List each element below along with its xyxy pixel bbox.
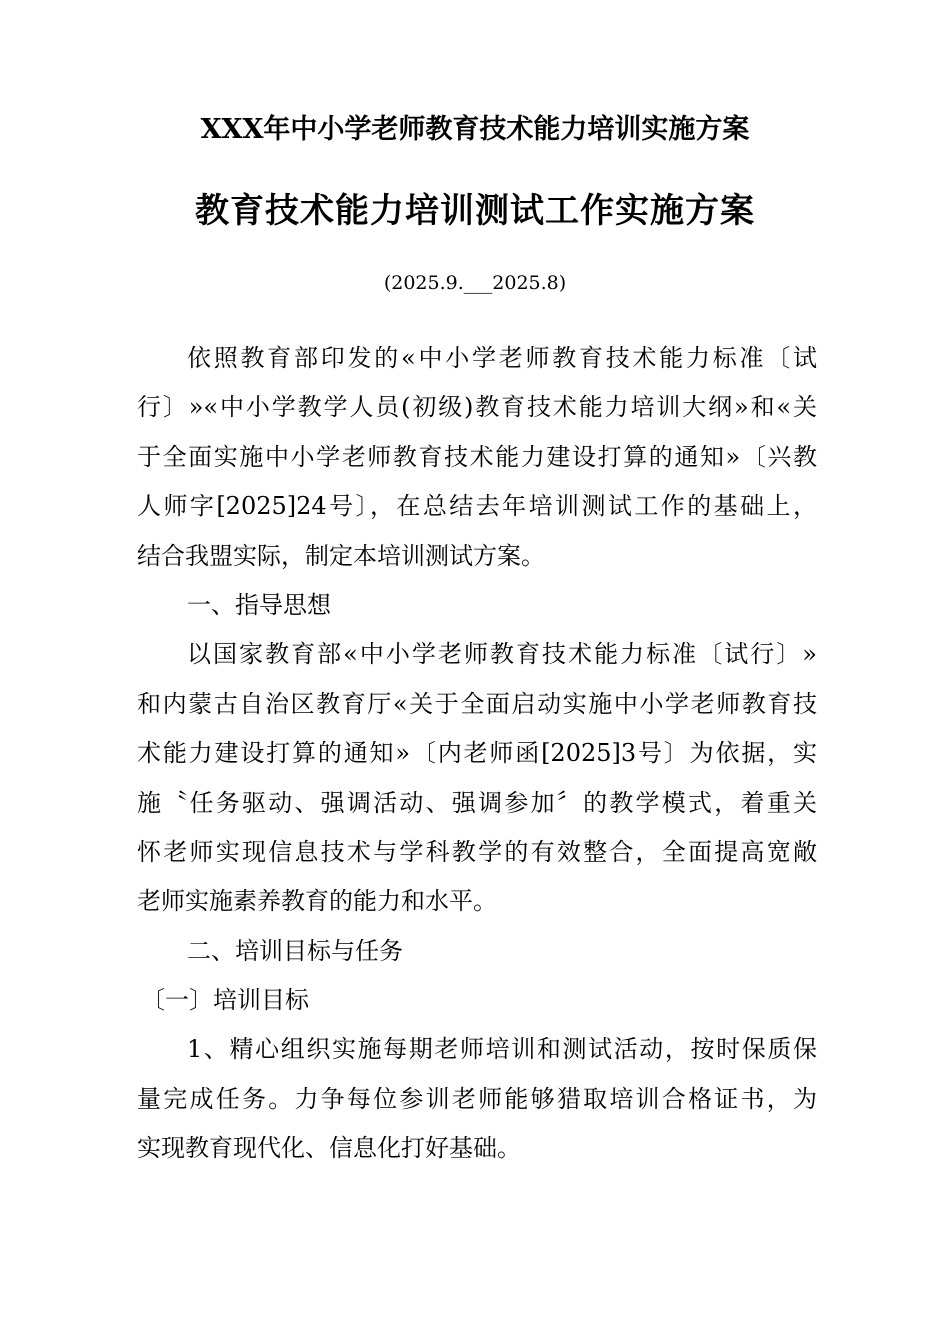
paragraph-line: 实现教育现代化、信息化打好基础。 [137,1134,521,1163]
paragraph-line: 老师实施素养教育的能力和水平。 [137,887,497,916]
paragraph-line: 1、精心组织实施每期老师培训和测试活动，按时保质保 [187,1035,817,1064]
paragraph-line: 怀老师实现信息技术与学科教学的有效整合，全面提高宽敞 [137,837,817,866]
paragraph-line: 术能力建设打算的通知»〔内老师函[2025]3号〕为依据，实 [137,739,817,768]
document-period: (2025.9.___2025.8) [383,272,567,294]
paragraph-line: 依照教育部印发的«中小学老师教育技术能力标准〔试 [187,344,817,372]
subsection-heading: 〔一〕培训目标 [141,986,309,1015]
section-heading: 一、指导思想 [187,590,331,619]
document-title: XXX年中小学老师教育技术能力培训实施方案 [200,114,750,145]
paragraph-line: 人师字[2025]24号〕，在总结去年培训测试工作的基础上， [137,492,817,521]
document-subtitle: 教育技术能力培训测试工作实施方案 [195,191,755,231]
document-body [137,334,817,1174]
section-heading: 二、培训目标与任务 [187,936,403,965]
paragraph-line: 和内蒙古自治区教育厅«关于全面启动实施中小学老师教育技 [137,689,817,718]
paragraph-line: 行〕»«中小学教学人员(初级)教育技术能力培训大纲»和«关 [137,393,817,422]
paragraph-line: 以国家教育部«中小学老师教育技术能力标准〔试行〕» [187,640,817,669]
paragraph-line: 量完成任务。力争每位参训老师能够猎取培训合格证书，为 [137,1084,817,1113]
paragraph-line: 于全面实施中小学老师教育技术能力建设打算的通知»〔兴教 [137,442,817,471]
paragraph-line: 施〝任务驱动、强调活动、强调参加〞的教学模式，着重关 [137,788,817,817]
paragraph-line: 结合我盟实际，制定本培训测试方案。 [137,541,545,570]
